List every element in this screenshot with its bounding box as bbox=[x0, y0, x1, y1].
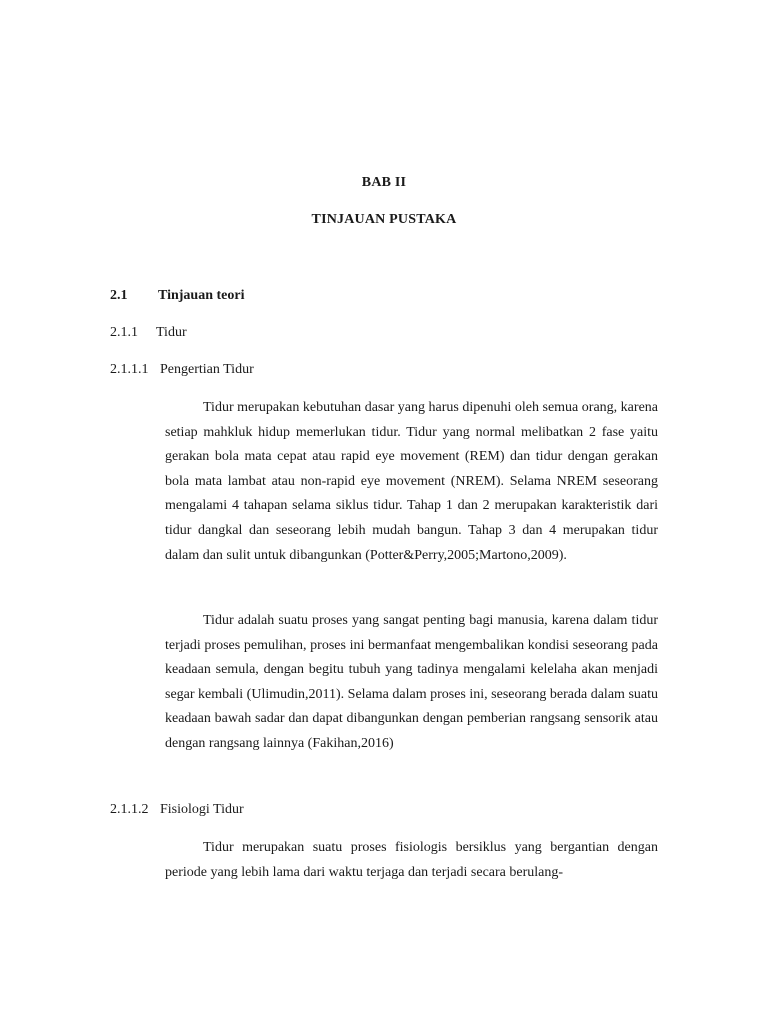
subsubsection-title-2: Fisiologi Tidur bbox=[160, 802, 244, 817]
subsubsection-number-1: 2.1.1.1 bbox=[110, 362, 149, 377]
section-heading bbox=[110, 288, 244, 304]
subsubsection-title-1: Pengertian Tidur bbox=[160, 362, 254, 377]
section-title: Tinjauan teori bbox=[158, 288, 245, 303]
subsubsection-heading-1 bbox=[110, 362, 254, 378]
paragraph-2: Tidur adalah suatu proses yang sangat penting bagi manusia, karena dalam tidur terjadi proses pemulihan, proses ini bermanfaat mengembalikan kondisi seseorang pada keadaan semula, dengan begitu tubuh yang tadinya mengalami kelelaha akan menjadi segar kembali (Ulimudin,2011). Selama dalam proses ini, seseorang berada dalam suatu keadaan bawah sadar dan dapat dibangunkan dengan pemberian rangsang sensorik atau dengan rangsang lainnya (Fakihan,2016) bbox=[165, 613, 658, 751]
section-number: 2.1 bbox=[110, 288, 128, 303]
subsection-heading bbox=[110, 325, 187, 341]
chapter-label: BAB II bbox=[361, 175, 407, 190]
subsubsection-heading-2 bbox=[110, 802, 244, 818]
subsection-title: Tidur bbox=[156, 325, 187, 340]
chapter-title: TINJAUAN PUSTAKA bbox=[311, 212, 457, 227]
paragraph-1: Tidur merupakan kebutuhan dasar yang harus dipenuhi oleh semua orang, karena setiap mahkluk hidup memerlukan tidur. Tidur yang normal melibatkan 2 fase yaitu gerakan bola mata cepat atau rapid eye movement (REM) dan tidur dengan gerakan bola mata lambat atau non-rapid eye movement (NREM). Selama NREM seseorang mengalami 4 tahapan selama siklus tidur. Tahap 1 dan 2 merupakan karakteristik dari tidur dangkal dan seseorang lebih mudah bangun. Tahap 3 dan 4 merupakan tidur dalam dan sulit untuk dibangunkan (Potter&Perry,2005;Martono,2009). bbox=[165, 400, 658, 563]
subsubsection-number-2: 2.1.1.2 bbox=[110, 802, 149, 817]
subsection-number: 2.1.1 bbox=[110, 325, 138, 340]
paragraph-3: Tidur merupakan suatu proses fisiologis bersiklus yang bergantian dengan periode yang lebih lama dari waktu terjaga dan terjadi secara berulang- bbox=[165, 840, 658, 880]
